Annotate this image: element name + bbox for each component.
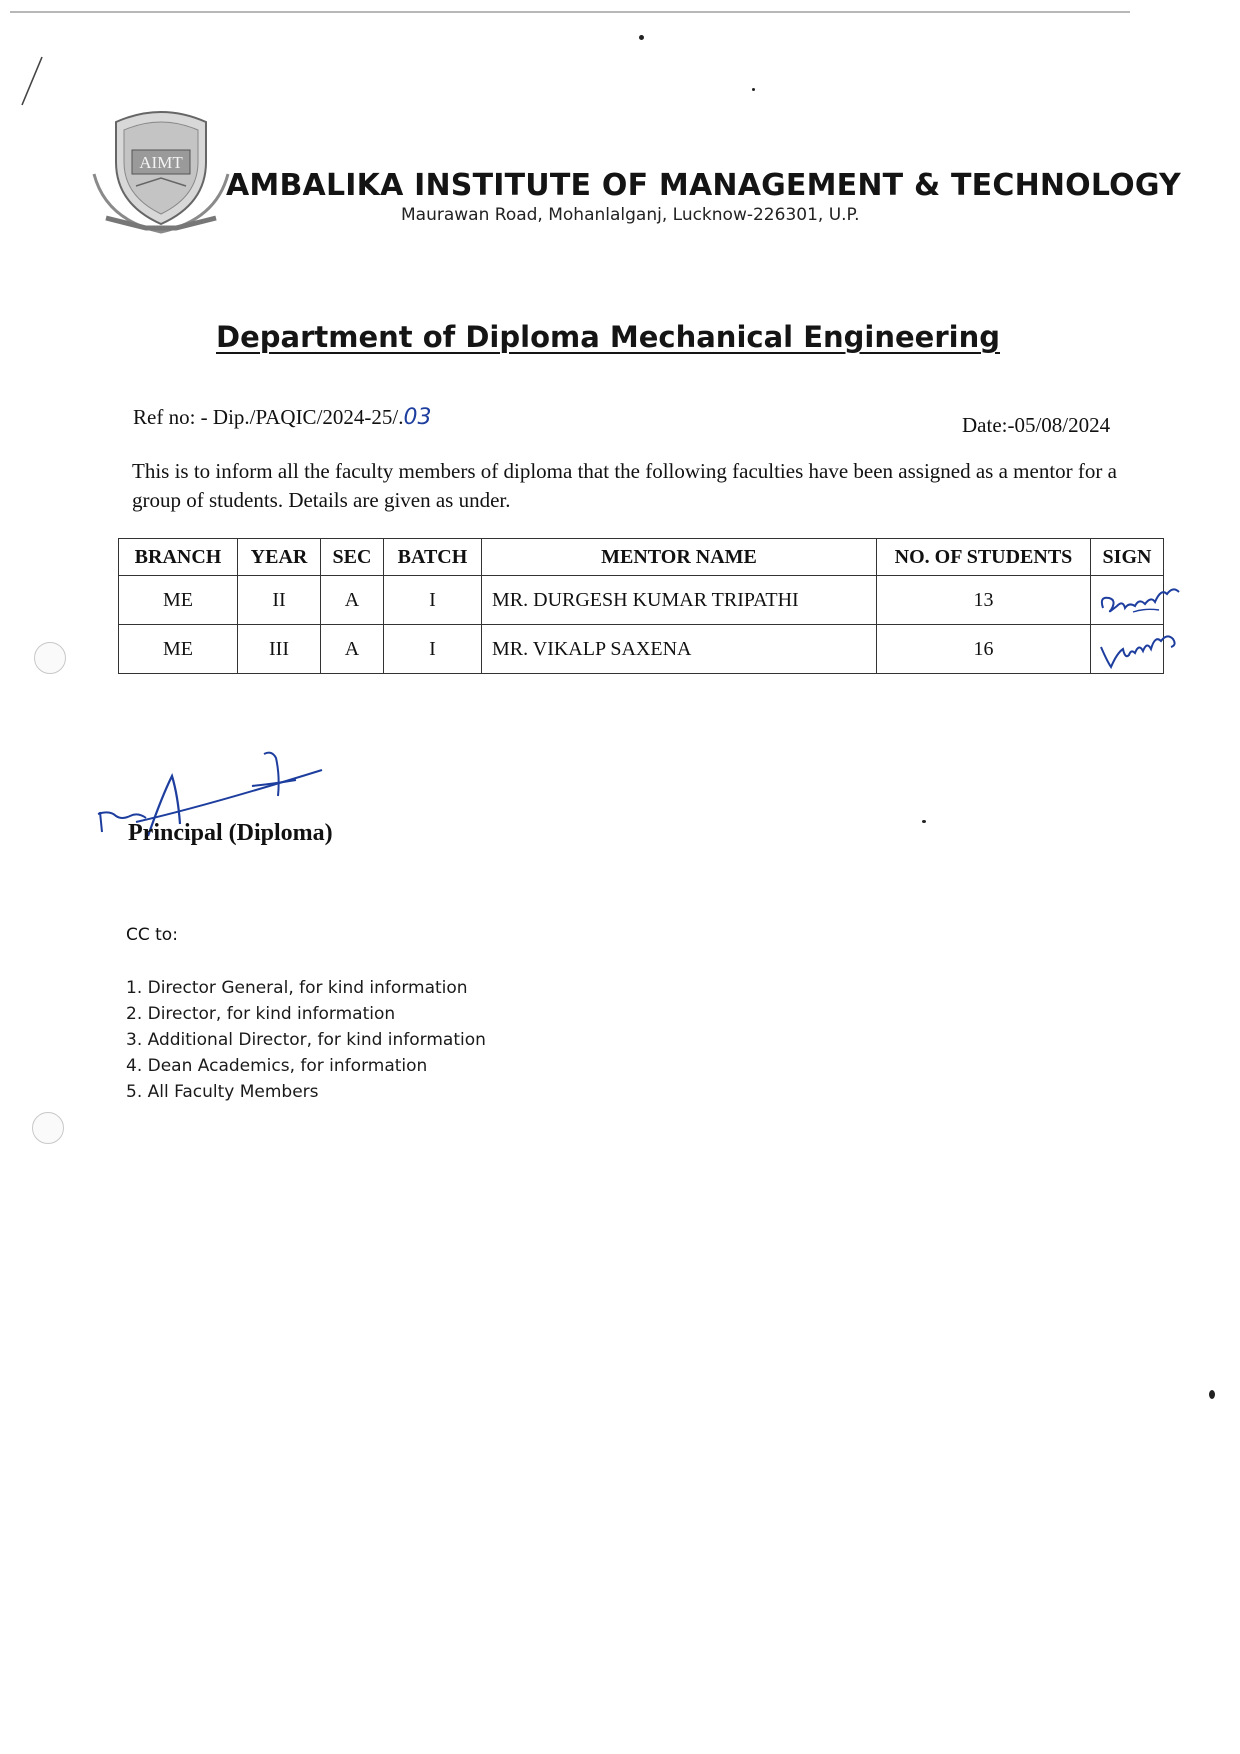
punch-hole (32, 1112, 64, 1144)
cell-sec: A (321, 576, 384, 625)
institute-logo (86, 100, 236, 240)
cc-item: 1. Director General, for kind information (126, 978, 468, 998)
header-branch: BRANCH (119, 539, 238, 576)
cell-sign (1091, 625, 1164, 674)
cc-item: 4. Dean Academics, for information (126, 1056, 428, 1076)
cc-label: CC to: (126, 925, 178, 945)
cell-no-of-students: 16 (877, 625, 1091, 674)
cell-batch: I (384, 625, 482, 674)
scan-edge-line (10, 11, 1130, 13)
mentor-signature (1095, 627, 1185, 671)
scan-speck (1209, 1390, 1215, 1399)
cc-list (126, 975, 486, 1105)
header-no-of-students: NO. OF STUDENTS (877, 539, 1091, 576)
scan-speck (752, 88, 755, 91)
institute-address: Maurawan Road, Mohanlalganj, Lucknow-226301, U.P. (401, 205, 860, 225)
cell-batch: I (384, 576, 482, 625)
scan-speck (922, 820, 926, 823)
signatory-title: Principal (Diploma) (128, 820, 333, 846)
cell-no-of-students: 13 (877, 576, 1091, 625)
cell-mentor-name: MR. VIKALP SAXENA (482, 625, 877, 674)
intro-paragraph: This is to inform all the faculty members of diploma that the following faculties have been assigned as a mentor for a group of students. Details are given as under. (132, 459, 1117, 512)
cell-year: II (238, 576, 321, 625)
punch-hole (34, 642, 66, 674)
cell-sign (1091, 576, 1164, 625)
cell-mentor-name: MR. DURGESH KUMAR TRIPATHI (482, 576, 877, 625)
table-header-row (119, 539, 1164, 576)
document-date: Date:-05/08/2024 (962, 413, 1111, 437)
institute-name: AMBALIKA INSTITUTE OF MANAGEMENT & TECHNOLOGY (226, 168, 1181, 203)
cc-item: 2. Director, for kind information (126, 1004, 396, 1024)
mentor-signature (1095, 578, 1185, 622)
header-year: YEAR (238, 539, 321, 576)
header-sec: SEC (321, 539, 384, 576)
reference-handwritten-number: 03 (403, 405, 432, 430)
logo-text: AIMT (139, 153, 183, 172)
cell-branch: ME (119, 576, 238, 625)
header-sign: SIGN (1091, 539, 1164, 576)
header-mentor-name: MENTOR NAME (482, 539, 877, 576)
cell-sec: A (321, 625, 384, 674)
scan-speck (639, 35, 644, 40)
reference-number (133, 405, 431, 430)
reference-prefix: Ref no: - Dip./PAQIC/2024-25/. (133, 405, 404, 429)
pen-stroke-mark (10, 55, 50, 110)
department-title: Department of Diploma Mechanical Engineering (216, 320, 1000, 354)
table-row (119, 576, 1164, 625)
mentor-table (118, 538, 1164, 674)
cell-year: III (238, 625, 321, 674)
header-batch: BATCH (384, 539, 482, 576)
cc-item: 3. Additional Director, for kind information (126, 1030, 486, 1050)
cell-branch: ME (119, 625, 238, 674)
cc-item: 5. All Faculty Members (126, 1082, 319, 1102)
table-row (119, 625, 1164, 674)
